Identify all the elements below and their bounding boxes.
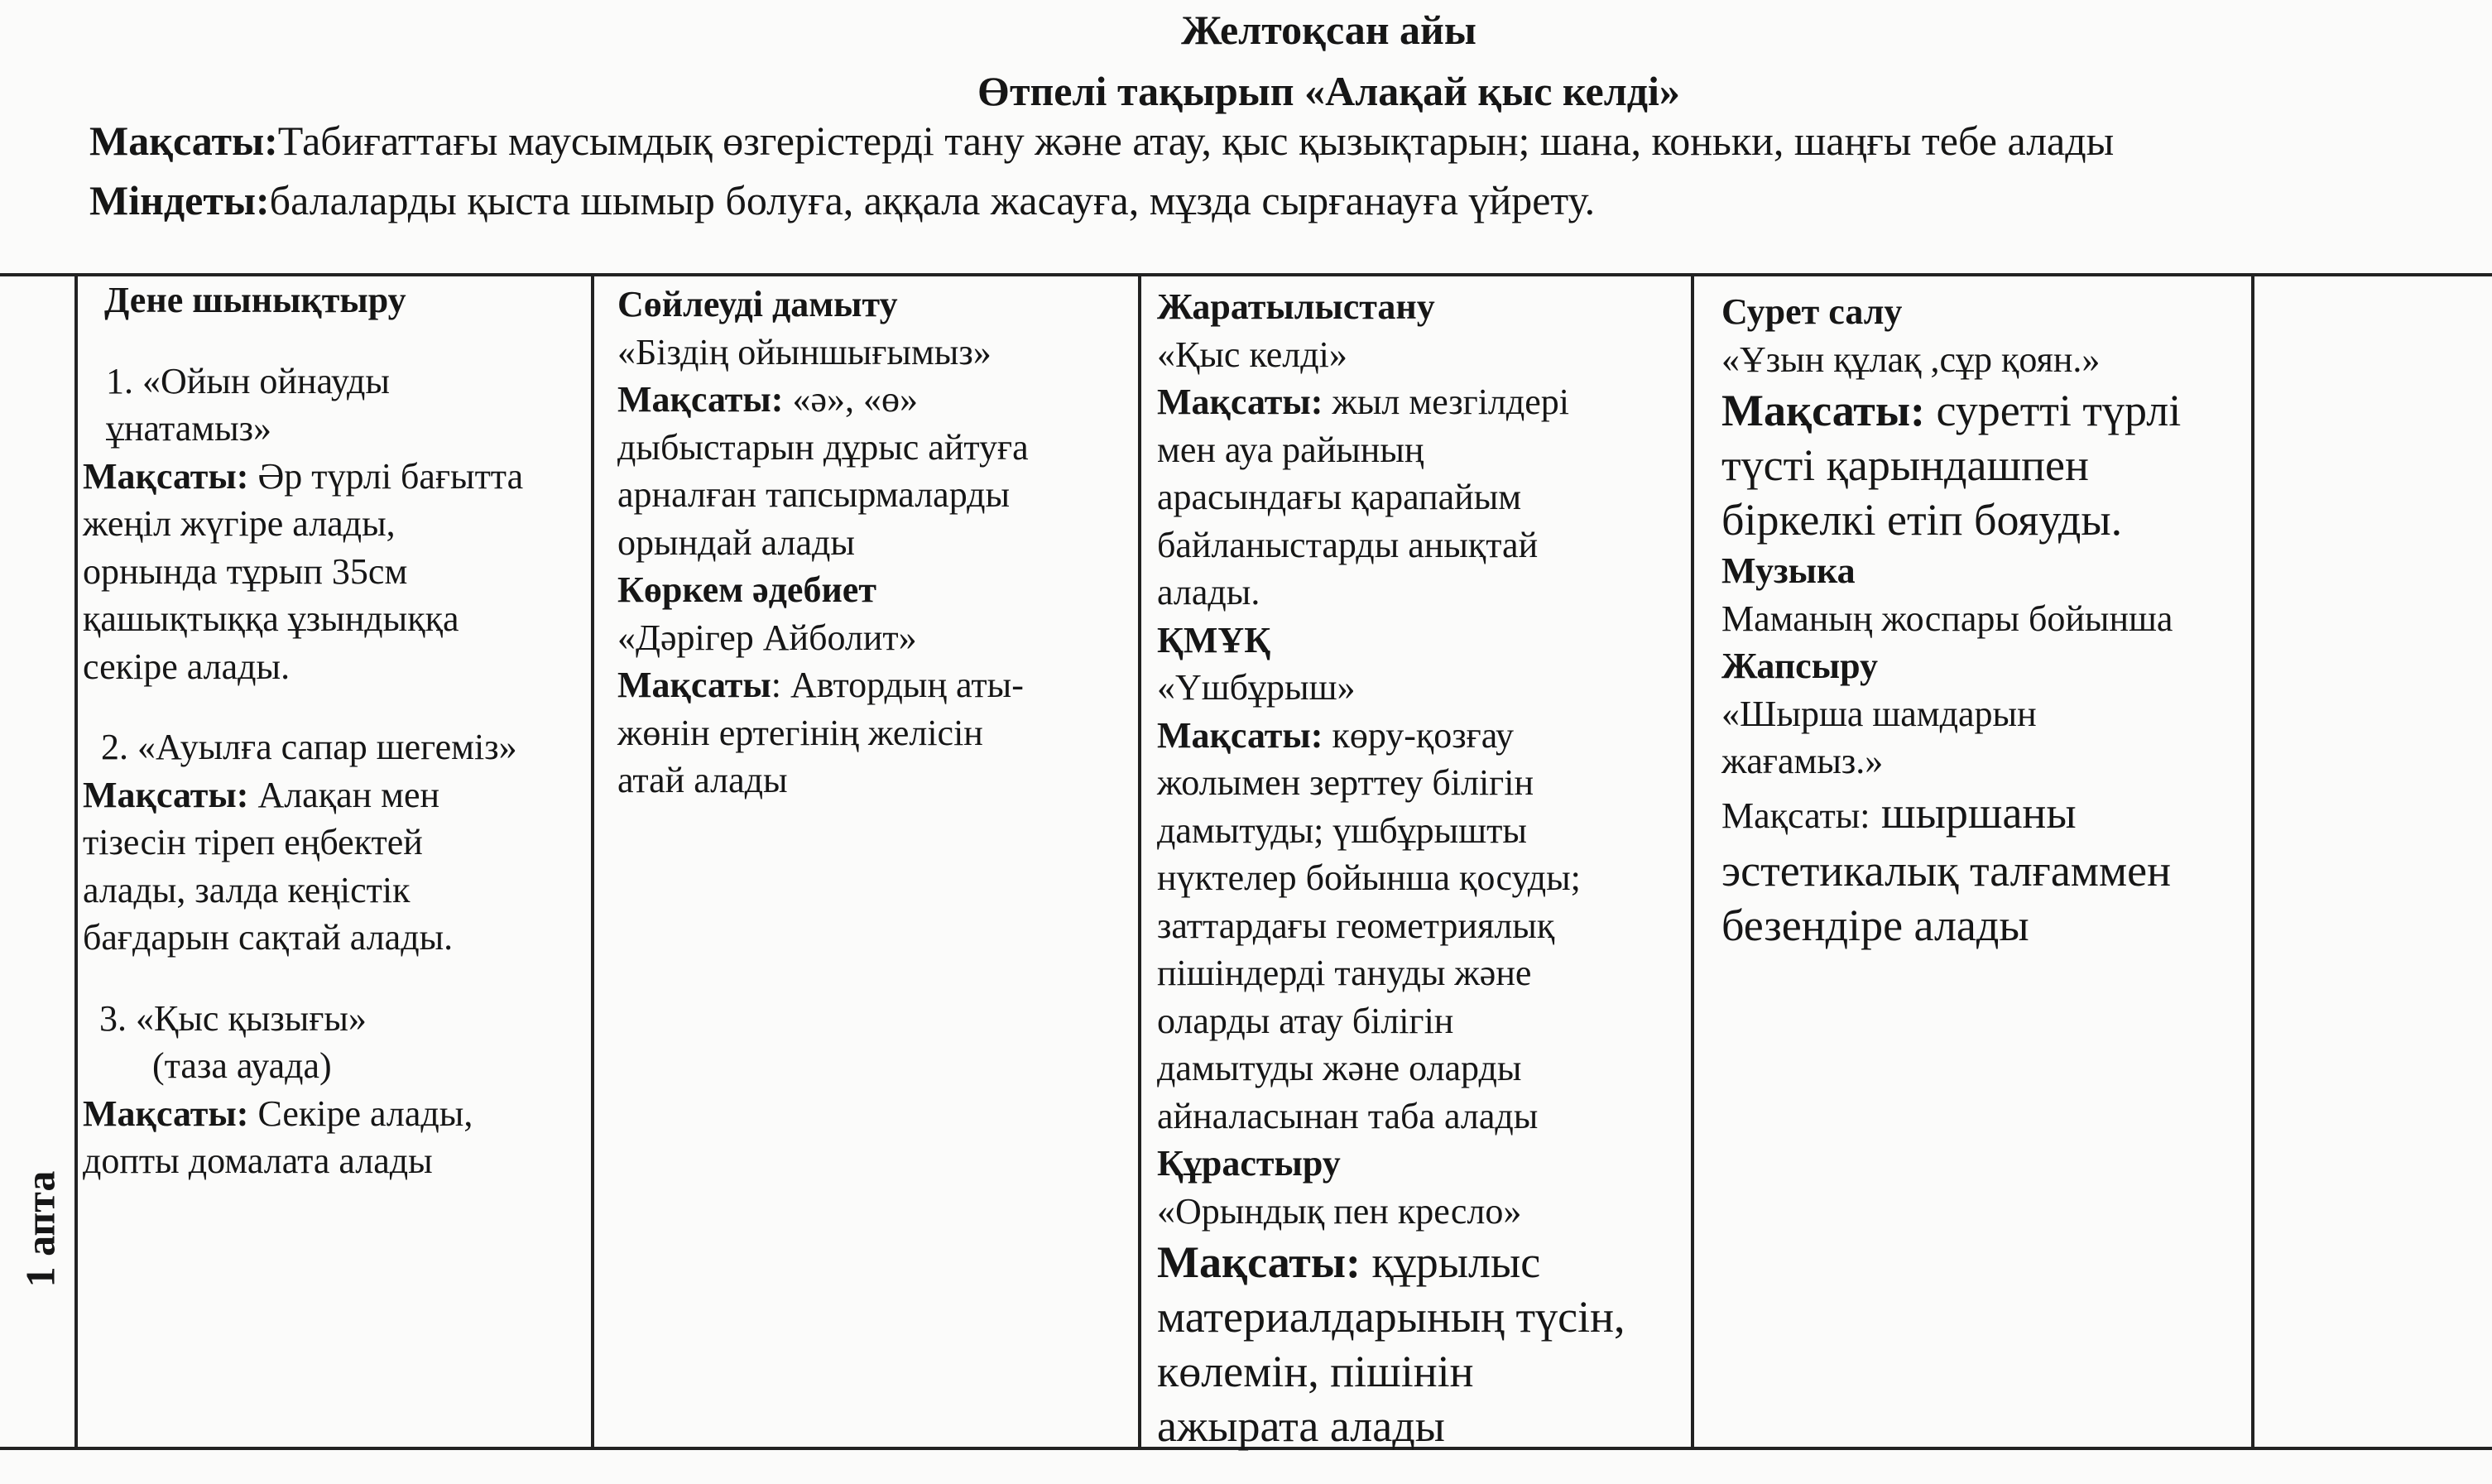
column-physical-education <box>83 276 588 1185</box>
activity-title: 2. «Ауылға сапар шегеміз» <box>101 727 517 767</box>
column-divider <box>1138 273 1141 1448</box>
goal-line: байланыстарды анықтай <box>1157 524 1539 565</box>
tasks-text: балаларды қыста шымыр болуға, аққала жасауға, мұзда сырғанауға үйрету. <box>269 177 1596 223</box>
column-divider <box>74 273 78 1448</box>
lesson-topic: «Орындық пен кресло» <box>1157 1190 1522 1232</box>
lesson-topic: «Қыс келді» <box>1157 334 1347 375</box>
goal-line: жолымен зерттеу білігін <box>1157 762 1534 803</box>
goal-line: біркелкі етіп бояуды. <box>1721 495 2123 545</box>
column-divider <box>591 273 594 1448</box>
lesson-topic: «Дәрігер Айболит» <box>617 617 917 658</box>
activity-goal: Мақсаты: Алақан мен <box>83 774 440 815</box>
goal-line: пішіндерді тануды және <box>1157 953 1532 993</box>
lesson-goal: Мақсаты: «ә», «ө» <box>617 379 918 420</box>
goal-line: көлемін, пішінін <box>1157 1347 1474 1396</box>
goal-line: ажырата алады <box>1157 1401 1445 1451</box>
goal-line: бағдарын сақтай алады. <box>83 917 454 958</box>
subject-heading: Дене шынықтыру <box>104 280 406 320</box>
goal-line: тізесін тіреп еңбектей <box>83 822 423 862</box>
goal-line: мен ауа райының <box>1157 429 1424 470</box>
lesson-goal: Мақсаты: шыршаны <box>1721 787 2077 838</box>
activity-title: 3. «Қыс қызығы» <box>99 997 367 1039</box>
goal-line: жеңіл жүгіре алады, <box>83 503 396 544</box>
lesson-goal: Мақсаты: Автордың аты- <box>617 665 1024 705</box>
goal-line: алады. <box>1157 572 1260 612</box>
lesson-note: Маманың жоспары бойынша <box>1721 598 2173 639</box>
lesson-goal: Мақсаты: жыл мезгілдері <box>1157 382 1570 422</box>
goal-line: алады, залда кеңістік <box>83 869 411 910</box>
goal-line: оларды атау білігін <box>1157 1000 1454 1041</box>
tasks-label: Міндеты: <box>89 177 270 223</box>
goal-line: дамытуды; үшбұрышты <box>1157 809 1527 851</box>
subject-heading: Сурет салу <box>1721 291 1903 332</box>
column-divider <box>1691 273 1694 1448</box>
goal-line: секіре алады. <box>83 646 290 687</box>
subject-heading: ҚМҰҚ <box>1157 619 1271 660</box>
lesson-goal: Мақсаты: көру-қозғау <box>1157 714 1514 756</box>
goal-line: арасындағы қарапайым <box>1157 477 1522 517</box>
column-drawing <box>1721 288 2247 953</box>
overall-goal <box>89 116 2114 166</box>
subject-heading: Көркем әдебиет <box>617 569 876 610</box>
goal-line: түсті қарындашпен <box>1721 440 2089 490</box>
goal-line: материалдарының түсін, <box>1157 1292 1625 1342</box>
theme-title: Өтпелі тақырып «Алақай қыс келді» <box>977 68 1680 114</box>
goal-line: атай алады <box>617 760 788 800</box>
subject-heading: Сөйлеуді дамыту <box>617 284 898 324</box>
lesson-topic: «Үшбұрыш» <box>1157 667 1356 708</box>
overall-tasks <box>89 175 1595 225</box>
goal-line: заттардағы геометриялық <box>1157 905 1555 946</box>
activity-subtitle: (таза ауада) <box>152 1045 332 1086</box>
activity-goal: Мақсаты: Секіре алады, <box>83 1093 473 1134</box>
activity-goal: Мақсаты: Әр түрлі бағытта <box>83 455 524 497</box>
subject-heading: Құрастыру <box>1157 1143 1341 1184</box>
subject-heading: Жапсыру <box>1721 646 1878 686</box>
goal-line: дамытуды және оларды <box>1157 1048 1522 1088</box>
goal-line: допты домалата алады <box>83 1141 433 1181</box>
goal-label: Мақсаты: <box>89 118 278 164</box>
activity-title: ұнатамыз» <box>106 408 272 449</box>
column-speech-development <box>617 281 1131 804</box>
goal-line: эстетикалық талғаммен <box>1721 845 2172 896</box>
subject-heading: Жаратылыстану <box>1157 286 1435 327</box>
goal-line: айналасынан таба алады <box>1157 1095 1539 1136</box>
page-title: Желтоқсан айы <box>1181 7 1476 53</box>
lesson-topic: жағамыз.» <box>1721 741 1884 781</box>
column-divider <box>2251 273 2254 1448</box>
goal-line: безендіре алады <box>1721 900 2029 950</box>
goal-line: орындай алады <box>617 521 855 563</box>
activity-title: 1. «Ойын ойнауды <box>106 360 390 401</box>
week-label: 1 апта <box>17 1170 64 1288</box>
lesson-topic: «Біздің ойыншығымыз» <box>617 331 992 372</box>
goal-line: орнында тұрып 35см <box>83 550 408 592</box>
goal-text: Табиғаттағы маусымдық өзгерістерді тану және атау, қыс қызықтарын; шана, коньки, шаңғы тебе алады <box>277 118 2115 164</box>
goal-line: арналған тапсырмаларды <box>617 474 1011 515</box>
lesson-topic: «Ұзын құлақ ,сұр қоян.» <box>1721 339 2101 380</box>
subject-heading: Музыка <box>1721 550 1856 591</box>
goal-line: жөнін ертегінің желісін <box>617 712 983 753</box>
goal-line: нүктелер бойынша қосуды; <box>1157 857 1581 898</box>
goal-line: қашықтыққа ұзындыққа <box>83 598 459 639</box>
lesson-goal: Мақсаты: суретті түрлі <box>1721 386 2182 435</box>
column-nature-studies <box>1157 283 1687 1453</box>
lesson-topic: «Шырша шамдарын <box>1721 693 2037 734</box>
lesson-goal: Мақсаты: құрылыс <box>1157 1237 1541 1287</box>
goal-line: дыбыстарын дұрыс айтуға <box>617 426 1029 468</box>
